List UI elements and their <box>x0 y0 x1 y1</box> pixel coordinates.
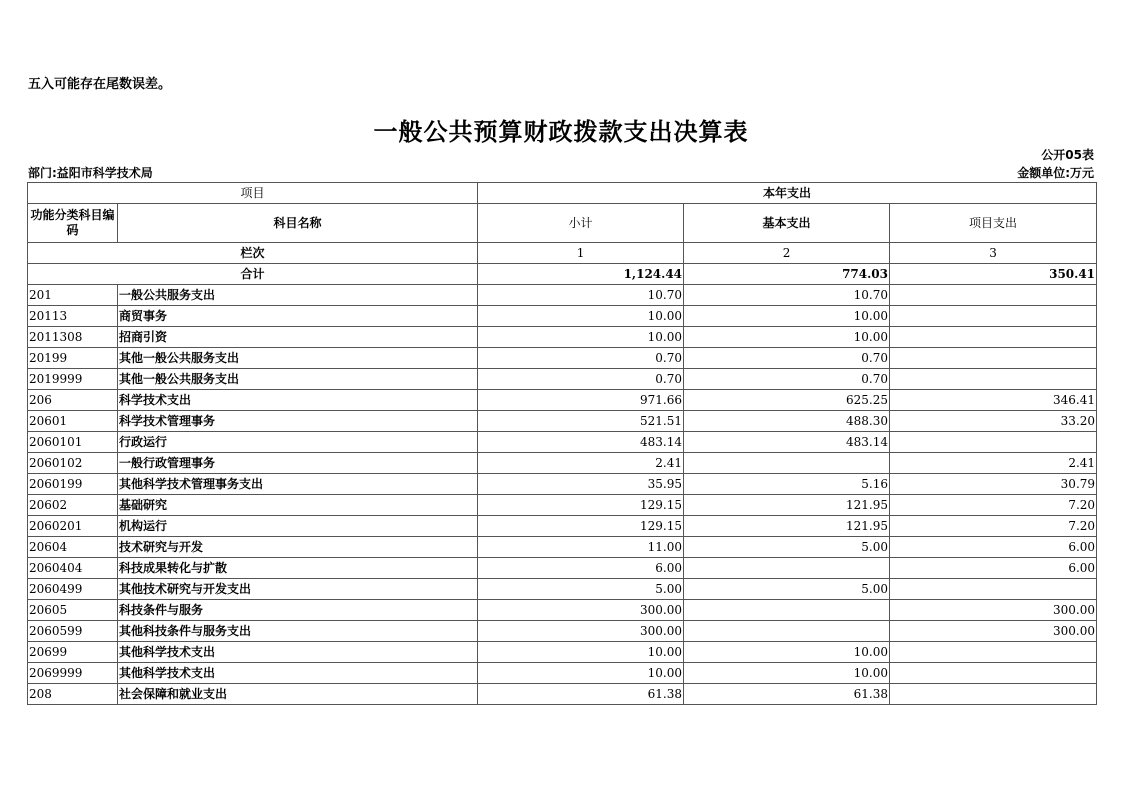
row-basic: 0.70 <box>684 369 890 390</box>
row-project <box>890 579 1097 600</box>
row-project <box>890 663 1097 684</box>
row-code: 20604 <box>28 537 118 558</box>
table-row <box>28 390 1097 411</box>
header-name: 科目名称 <box>118 204 478 243</box>
column-1: 1 <box>478 243 684 264</box>
row-basic: 61.38 <box>684 684 890 705</box>
row-subtotal: 10.00 <box>478 663 684 684</box>
row-subtotal: 10.00 <box>478 642 684 663</box>
row-subtotal: 2.41 <box>478 453 684 474</box>
row-subtotal: 129.15 <box>478 516 684 537</box>
row-code: 201 <box>28 285 118 306</box>
department-label: 部门:益阳市科学技术局 <box>28 166 153 180</box>
table-row <box>28 327 1097 348</box>
table-row <box>28 495 1097 516</box>
row-project: 33.20 <box>890 411 1097 432</box>
table-row <box>28 684 1097 705</box>
row-subtotal: 10.70 <box>478 285 684 306</box>
column-number-row <box>28 243 1097 264</box>
row-code: 2060101 <box>28 432 118 453</box>
row-code: 2060404 <box>28 558 118 579</box>
table-row <box>28 369 1097 390</box>
row-code: 2069999 <box>28 663 118 684</box>
table-row <box>28 621 1097 642</box>
row-project: 2.41 <box>890 453 1097 474</box>
row-code: 20601 <box>28 411 118 432</box>
row-project: 300.00 <box>890 600 1097 621</box>
row-subtotal: 61.38 <box>478 684 684 705</box>
row-project: 7.20 <box>890 495 1097 516</box>
row-project: 6.00 <box>890 558 1097 579</box>
row-name: 其他科学技术支出 <box>118 642 478 663</box>
row-subtotal: 0.70 <box>478 348 684 369</box>
row-basic <box>684 621 890 642</box>
row-code: 20699 <box>28 642 118 663</box>
header-code: 功能分类科目编码 <box>28 204 118 243</box>
row-basic: 10.00 <box>684 642 890 663</box>
column-label: 栏次 <box>28 243 478 264</box>
row-name: 一般行政管理事务 <box>118 453 478 474</box>
table-row <box>28 474 1097 495</box>
row-basic: 488.30 <box>684 411 890 432</box>
row-code: 20605 <box>28 600 118 621</box>
row-name: 科技成果转化与扩散 <box>118 558 478 579</box>
row-basic: 5.00 <box>684 579 890 600</box>
row-project <box>890 327 1097 348</box>
row-name: 其他科学技术管理事务支出 <box>118 474 478 495</box>
row-basic: 10.70 <box>684 285 890 306</box>
row-code: 2060201 <box>28 516 118 537</box>
table-row <box>28 306 1097 327</box>
row-project: 300.00 <box>890 621 1097 642</box>
total-basic: 774.03 <box>684 264 890 285</box>
total-row <box>28 264 1097 285</box>
table-row <box>28 285 1097 306</box>
row-name: 行政运行 <box>118 432 478 453</box>
header-current-year: 本年支出 <box>478 183 1097 204</box>
row-project <box>890 642 1097 663</box>
row-subtotal: 6.00 <box>478 558 684 579</box>
table-row <box>28 600 1097 621</box>
total-label: 合计 <box>28 264 478 285</box>
row-basic: 625.25 <box>684 390 890 411</box>
row-subtotal: 971.66 <box>478 390 684 411</box>
row-code: 2011308 <box>28 327 118 348</box>
row-project <box>890 432 1097 453</box>
table-number: 公开05表 <box>1041 148 1094 162</box>
row-project: 346.41 <box>890 390 1097 411</box>
row-name: 商贸事务 <box>118 306 478 327</box>
row-basic <box>684 558 890 579</box>
table-row <box>28 579 1097 600</box>
row-subtotal: 0.70 <box>478 369 684 390</box>
header-subtotal: 小计 <box>478 204 684 243</box>
row-code: 20199 <box>28 348 118 369</box>
row-project <box>890 684 1097 705</box>
rounding-note: 五入可能存在尾数误差。 <box>28 77 172 92</box>
row-name: 科学技术支出 <box>118 390 478 411</box>
row-name: 招商引资 <box>118 327 478 348</box>
row-subtotal: 300.00 <box>478 621 684 642</box>
table-row <box>28 348 1097 369</box>
row-basic: 121.95 <box>684 516 890 537</box>
row-project: 6.00 <box>890 537 1097 558</box>
row-basic: 0.70 <box>684 348 890 369</box>
row-subtotal: 35.95 <box>478 474 684 495</box>
column-3: 3 <box>890 243 1097 264</box>
table-row <box>28 516 1097 537</box>
row-subtotal: 521.51 <box>478 411 684 432</box>
row-name: 其他科学技术支出 <box>118 663 478 684</box>
table-row <box>28 411 1097 432</box>
row-code: 208 <box>28 684 118 705</box>
row-project <box>890 348 1097 369</box>
header-item: 项目 <box>28 183 478 204</box>
row-code: 2060499 <box>28 579 118 600</box>
row-name: 其他技术研究与开发支出 <box>118 579 478 600</box>
row-project <box>890 285 1097 306</box>
table-row <box>28 663 1097 684</box>
table-row <box>28 537 1097 558</box>
table-row <box>28 453 1097 474</box>
row-name: 社会保障和就业支出 <box>118 684 478 705</box>
row-code: 2060599 <box>28 621 118 642</box>
row-name: 科学技术管理事务 <box>118 411 478 432</box>
row-name: 科技条件与服务 <box>118 600 478 621</box>
row-name: 一般公共服务支出 <box>118 285 478 306</box>
expenditure-table <box>27 182 1097 705</box>
unit-label: 金额单位:万元 <box>1017 166 1094 180</box>
header-project: 项目支出 <box>890 204 1097 243</box>
row-project <box>890 306 1097 327</box>
row-subtotal: 11.00 <box>478 537 684 558</box>
row-subtotal: 10.00 <box>478 306 684 327</box>
row-project: 7.20 <box>890 516 1097 537</box>
row-subtotal: 129.15 <box>478 495 684 516</box>
row-basic: 121.95 <box>684 495 890 516</box>
header-basic: 基本支出 <box>684 204 890 243</box>
row-basic: 5.16 <box>684 474 890 495</box>
row-name: 其他一般公共服务支出 <box>118 369 478 390</box>
row-basic: 10.00 <box>684 306 890 327</box>
column-2: 2 <box>684 243 890 264</box>
header-row-2 <box>28 204 1097 243</box>
page-title: 一般公共预算财政拨款支出决算表 <box>373 118 749 146</box>
total-project: 350.41 <box>890 264 1097 285</box>
row-basic: 10.00 <box>684 663 890 684</box>
row-name: 其他一般公共服务支出 <box>118 348 478 369</box>
row-subtotal: 10.00 <box>478 327 684 348</box>
row-basic <box>684 600 890 621</box>
table-row <box>28 432 1097 453</box>
row-basic: 483.14 <box>684 432 890 453</box>
row-name: 技术研究与开发 <box>118 537 478 558</box>
row-code: 2019999 <box>28 369 118 390</box>
row-project <box>890 369 1097 390</box>
row-code: 20113 <box>28 306 118 327</box>
row-name: 基础研究 <box>118 495 478 516</box>
row-code: 206 <box>28 390 118 411</box>
row-name: 其他科技条件与服务支出 <box>118 621 478 642</box>
row-project: 30.79 <box>890 474 1097 495</box>
row-subtotal: 483.14 <box>478 432 684 453</box>
total-subtotal: 1,124.44 <box>478 264 684 285</box>
row-name: 机构运行 <box>118 516 478 537</box>
row-basic: 5.00 <box>684 537 890 558</box>
row-basic <box>684 453 890 474</box>
table-row <box>28 642 1097 663</box>
table-row <box>28 558 1097 579</box>
row-code: 2060199 <box>28 474 118 495</box>
row-code: 2060102 <box>28 453 118 474</box>
row-code: 20602 <box>28 495 118 516</box>
row-subtotal: 300.00 <box>478 600 684 621</box>
row-basic: 10.00 <box>684 327 890 348</box>
row-subtotal: 5.00 <box>478 579 684 600</box>
header-row-1 <box>28 183 1097 204</box>
